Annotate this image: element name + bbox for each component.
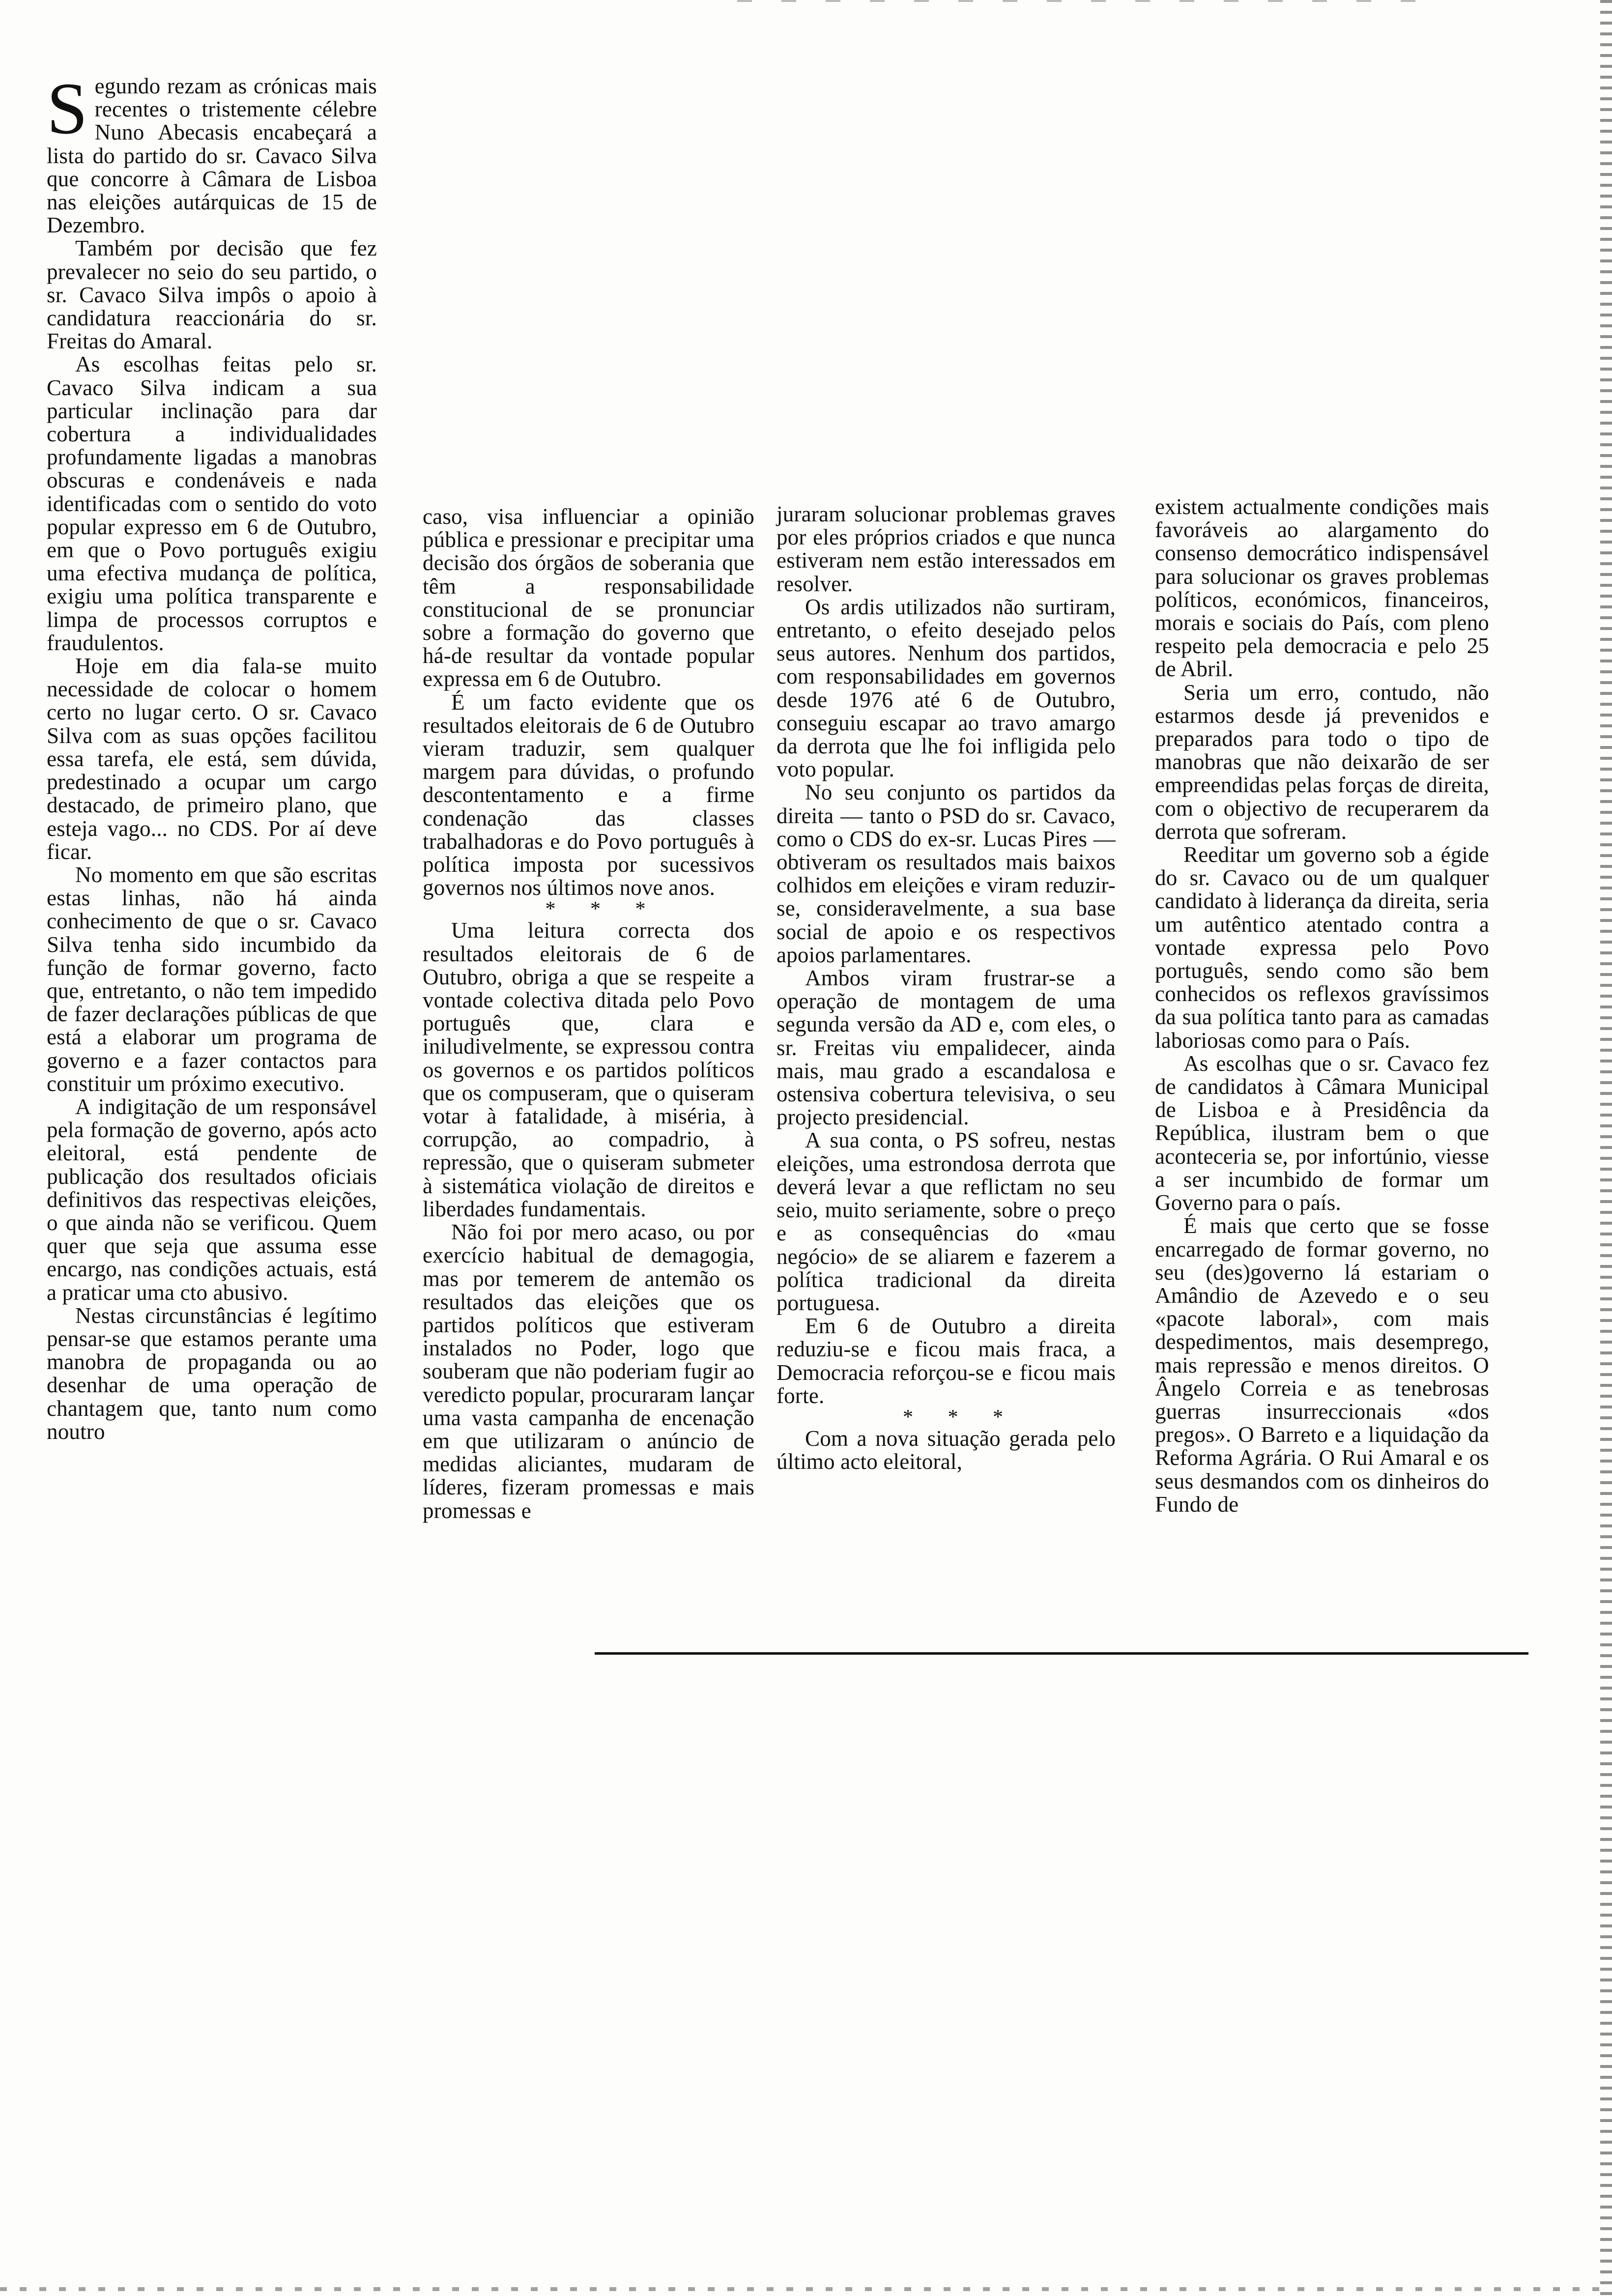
column-2-body: [423, 505, 754, 1522]
paragraph: Os ardis utilizados não surtiram, entretanto, o efeito desejado pelos seus autores. Nenhum dos partidos, com responsabilidades em governos desde 1976 até 6 de Outubro, conseguiu escapar ao travo amargo da derrota que lhe foi infligida pelo voto popular.: [777, 594, 1116, 782]
paragraph: A sua conta, o PS sofreu, nestas eleições, uma estrondosa derrota que deverá levar a que reflictam no seu seio, muito seriamente, sobre o preço e as consequências do «mau negócio» de se aliarem e fazerem a política tradicional da direita portuguesa.: [777, 1128, 1116, 1315]
drop-cap: S: [47, 68, 88, 149]
scan-edge-bottom: [0, 2287, 1612, 2291]
paragraph: No seu conjunto os partidos da direita — tanto o PSD do sr. Cavaco, como o CDS do ex-sr. Lucas Pires — obtiveram os resultados mais baixos colhidos em eleições e viram reduzir-se, consideravelmente, a sua base social de apoio e os respectivos apoios parlamentares.: [777, 780, 1116, 967]
paragraph: egundo rezam as crónicas mais recentes o tristemente célebre Nuno Abecasis encabeçará a lista do partido do sr. Cavaco Silva que concorre à Câmara de Lisboa nas eleições autárquicas de 15 de Dezembro.: [47, 74, 377, 238]
column-rule: [595, 1652, 1528, 1655]
paragraph: Ambos viram frustrar-se a operação de montagem de uma segunda versão da AD e, com eles, o sr. Freitas viu empalidecer, ainda mais, mau grado a escandalosa e ostensiva cobertura televisiva, o seu projecto presidencial.: [777, 966, 1116, 1130]
paragraph: Também por decisão que fez prevalecer no seio do seu partido, o sr. Cavaco Silva impôs o apoio à candidatura reaccionária do sr. Freitas do Amaral.: [47, 236, 377, 354]
paragraph: Nestas circunstâncias é legítimo pensar-se que estamos perante uma manobra de propaganda ou ao desenhar de uma operação de chantagem que, tanto num como noutro: [47, 1303, 377, 1444]
column-4-body: [1155, 495, 1489, 1516]
paragraph: Uma leitura correcta dos resultados eleitorais de 6 de Outubro, obriga a que se respeite a vontade colectiva ditada pelo Povo português que, clara e iniludivelmente, se expressou contra os governos e os partidos políticos que os compuseram, que o quiseram votar à fatalidade, à miséria, à corrupção, ao compadrio, à repressão, que o quiseram submeter à sistemática violação de direitos e liberdades fundamentais.: [423, 918, 754, 1221]
paragraph: A indigitação de um responsável pela formação de governo, após acto eleitoral, está pendente de publicação dos resultados oficiais definitivos das respectivas eleições, o que ainda não se verificou. Quem quer que seja que assuma esse encargo, nas condições actuais, está a praticar uma cto abusivo.: [47, 1094, 377, 1305]
paragraph: Hoje em dia fala-se muito necessidade de colocar o homem certo no lugar certo. O sr. Cavaco Silva com as suas opções facilitou essa tarefa, ele está, sem dúvida, predestinado a ocupar um cargo destacado, de primeiro plano, que esteja vago... no CDS. Por aí deve ficar.: [47, 654, 377, 864]
paragraph: É mais que certo que se fosse encarregado de formar governo, no seu (des)governo lá estariam o Amândio de Azevedo e o seu «pacote laboral», com mais despedimentos, mais desemprego, mais repressão e menos direitos. O Ângelo Correia e as tenebrosas guerras insurreccionais «dos pregos». O Barreto e a liquidação da Reforma Agrária. O Rui Amaral e os seus desmandos com os dinheiros do Fundo de: [1155, 1213, 1489, 1517]
text-column-3: [777, 503, 1116, 1473]
paragraph: As escolhas que o sr. Cavaco fez de candidatos à Câmara Municipal de Lisboa e à Presidência da República, ilustram bem o que aconteceria se, por infortúnio, viesse a ser incumbido de formar um Governo para o país.: [1155, 1051, 1489, 1215]
column-3-body: [777, 503, 1116, 1473]
scan-edge-right: [1600, 0, 1612, 2296]
section-separator: * * *: [545, 898, 661, 921]
column-1-body: [47, 68, 377, 1444]
section-separator: * * *: [903, 1406, 1018, 1429]
paragraph: juraram solucionar problemas graves por eles próprios criados e que nunca estiveram nem estão interessados em resolver.: [777, 502, 1116, 596]
paragraph: As escolhas feitas pelo sr. Cavaco Silva indicam a sua particular inclinação para dar cobertura a individualidades profundamente ligadas a manobras obscuras e condenáveis e nada identificadas com o sentido do voto popular expresso em 6 de Outubro, em que o Povo português exigiu uma efectiva mudança de política, exigiu uma política transparente e limpa de processos corruptos e fraudulentos.: [47, 352, 377, 655]
paragraph: Reeditar um governo sob a égide do sr. Cavaco ou de um qualquer candidato à liderança da direita, seria um autêntico atentado contra a vontade expressa pelo Povo português, sendo como são bem conhecidos os reflexos gravíssimos da sua política tanto para as camadas laboriosas como para o País.: [1155, 842, 1489, 1053]
paragraph: Em 6 de Outubro a direita reduziu-se e ficou mais fraca, a Democracia reforçou-se e ficou mais forte.: [777, 1314, 1116, 1408]
paragraph: É um facto evidente que os resultados eleitorais de 6 de Outubro vieram traduzir, sem qualquer margem para dúvidas, o profundo descontentamento e a firme condenação das classes trabalhadoras e do Povo português à política imposta por sucessivos governos nos últimos nove anos.: [423, 689, 754, 900]
paragraph: Com a nova situação gerada pelo último acto eleitoral,: [777, 1426, 1116, 1474]
scan-edge-top: [737, 0, 1425, 2]
text-column-1: [47, 68, 377, 1444]
paragraph: existem actualmente condições mais favoráveis ao alargamento do consenso democrático indispensável para solucionar os graves problemas políticos, económicos, financeiros, morais e sociais do País, com pleno respeito pela democracia e pelo 25 de Abril.: [1155, 494, 1489, 682]
paragraph: No momento em que são escritas estas linhas, não há ainda conhecimento de que o sr. Cavaco Silva tenha sido incumbido da função de formar governo, facto que, entretanto, o não tem impedido de fazer declarações públicas de que está a elaborar um programa de governo e a fazer contactos para constituir um próximo executivo.: [47, 862, 377, 1096]
paragraph: Seria um erro, contudo, não estarmos desde já prevenidos e preparados para todo o tipo de manobras que não deixarão de ser empreendidas pelas forças de direita, com o objectivo de recuperarem da derrota que sofreram.: [1155, 680, 1489, 844]
paragraph: caso, visa influenciar a opinião pública e pressionar e precipitar uma decisão dos órgãos de soberania que têm a responsabilidade constitucional de se pronunciar sobre a formação do governo que há-de resultar da vontade popular expressa em 6 de Outubro.: [423, 504, 754, 691]
text-column-4: [1155, 495, 1489, 1516]
paragraph: Não foi por mero acaso, ou por exercício habitual de demagogia, mas por temerem de antemão os resultados das eleições que os partidos políticos que estiveram instalados no Poder, logo que souberam que não poderiam fugir ao veredicto popular, procuraram lançar uma vasta campanha de encenação em que utilizaram o anúncio de medidas aliciantes, mudaram de líderes, fizeram promessas e mais promessas e: [423, 1220, 754, 1523]
text-column-2: [423, 505, 754, 1522]
